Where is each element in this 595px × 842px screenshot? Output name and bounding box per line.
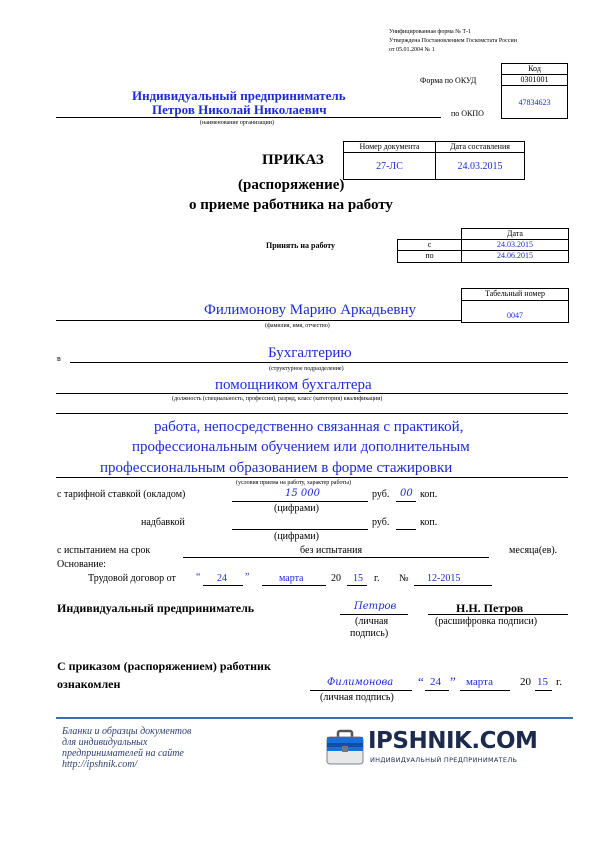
salary-kop-value: 00 bbox=[400, 488, 413, 499]
contract-year-prefix: 20 bbox=[331, 573, 341, 584]
okud-value: 0301001 bbox=[501, 74, 568, 86]
salary-rub-label: руб. bbox=[372, 489, 390, 500]
contract-day: 24 bbox=[217, 573, 227, 584]
title-line3: о приеме работника на работу bbox=[189, 197, 393, 213]
employee-underline bbox=[56, 320, 461, 321]
conditions-line2: профессиональным обучением или дополнительным bbox=[132, 439, 470, 455]
org-line2: Петров Николай Николаевич bbox=[152, 102, 327, 117]
hire-from-label: с bbox=[397, 239, 462, 251]
tab-number: 0047 bbox=[461, 300, 569, 323]
contract-year-suffix: г. bbox=[374, 573, 380, 584]
okud-label: Форма по ОКУД bbox=[420, 76, 477, 85]
form-header-line3: от 05.01.2004 № 1 bbox=[389, 47, 435, 53]
okpo-value: 47834623 bbox=[501, 85, 568, 119]
hire-from-date: 24.03.2015 bbox=[461, 239, 569, 251]
department-prefix: в bbox=[57, 354, 61, 363]
org-caption: (наименование организации) bbox=[200, 120, 274, 126]
acquaint-year-line bbox=[535, 690, 552, 691]
footer-line4[interactable]: http://ipshnik.com/ bbox=[62, 759, 138, 770]
bonus-figures-caption: (цифрами) bbox=[274, 531, 319, 542]
briefcase-logo-icon bbox=[325, 729, 365, 767]
signature-decoding-caption: (расшифровка подписи) bbox=[435, 616, 538, 627]
hire-to-date: 24.06.2015 bbox=[461, 250, 569, 263]
contract-month: марта bbox=[279, 573, 304, 584]
contract-day-line bbox=[203, 585, 243, 586]
footer-line2: для индивидуальных bbox=[62, 737, 148, 748]
contract-number-line bbox=[414, 585, 492, 586]
conditions-line3: профессиональным образованием в форме стажировки bbox=[100, 460, 453, 476]
contract-label: Трудовой договор от bbox=[88, 573, 176, 584]
department-underline bbox=[70, 362, 568, 363]
acquaint-year-suffix: г. bbox=[556, 676, 563, 688]
contract-number-label: № bbox=[399, 573, 409, 584]
acquaint-q-open: “ bbox=[418, 674, 424, 689]
contract-q-open: “ bbox=[196, 572, 201, 583]
acquaint-line2: ознакомлен bbox=[57, 677, 121, 691]
signature-decoding: Н.Н. Петров bbox=[456, 601, 524, 615]
contract-month-line bbox=[262, 585, 326, 586]
acquaint-sign-line bbox=[310, 690, 412, 691]
acquaint-sign: Филимонова bbox=[327, 677, 394, 688]
hire-to-label: по bbox=[397, 250, 462, 263]
position-caption: (должность (специальность, профессия), разряд, класс (категория) квалификации) bbox=[172, 396, 383, 402]
basis-label: Основание: bbox=[57, 559, 106, 570]
acquaint-year-prefix: 20 bbox=[520, 676, 531, 688]
contract-year-line bbox=[347, 585, 367, 586]
acquaint-month-line bbox=[460, 690, 510, 691]
footer-top-rule bbox=[56, 717, 573, 719]
org-line1: Индивидуальный предприниматель bbox=[132, 88, 346, 103]
contract-number: 12-2015 bbox=[427, 573, 461, 584]
salary-label: с тарифной ставкой (окладом) bbox=[57, 489, 186, 500]
salary-figures-caption: (цифрами) bbox=[274, 503, 319, 514]
acquaint-day-line bbox=[425, 690, 449, 691]
probation-line bbox=[183, 557, 489, 558]
position-value: помощником бухгалтера bbox=[215, 377, 372, 393]
codes-kod-header: Код bbox=[501, 63, 568, 75]
department-caption: (структурное подразделение) bbox=[269, 366, 344, 372]
acquaint-sign-caption: (личная подпись) bbox=[320, 692, 394, 703]
signature-role: Индивидуальный предприниматель bbox=[57, 601, 255, 615]
org-underline bbox=[56, 117, 441, 118]
signature-caption-1: (личная bbox=[355, 616, 389, 627]
bonus-rub-line bbox=[232, 529, 368, 530]
doc-date-header: Дата составления bbox=[435, 141, 525, 153]
footer-line1: Бланки и образцы документов bbox=[62, 726, 192, 737]
signature-decoding-line bbox=[428, 614, 568, 615]
bonus-kop-line bbox=[396, 529, 416, 530]
acquaint-month: марта bbox=[466, 676, 493, 688]
probation-label: с испытанием на срок bbox=[57, 545, 151, 556]
okpo-label: по ОКПО bbox=[451, 109, 484, 118]
form-header-line1: Унифицированная форма № Т-1 bbox=[389, 29, 472, 35]
position-underline-2 bbox=[56, 413, 568, 414]
acquaint-q-close: ” bbox=[450, 674, 456, 689]
conditions-caption: (условия приема на работу, характер работы) bbox=[236, 480, 352, 486]
acquaint-year: 15 bbox=[537, 676, 548, 688]
bonus-label: надбавкой bbox=[141, 517, 185, 528]
acquaint-day: 24 bbox=[430, 676, 441, 688]
doc-date: 24.03.2015 bbox=[435, 152, 525, 180]
logo-sub: ИНДИВИДУАЛЬНЫЙ ПРЕДПРИНИМАТЕЛЬ bbox=[370, 756, 518, 764]
employee-caption: (фамилия, имя, отчество) bbox=[265, 323, 330, 329]
employee-name: Филимонову Марию Аркадьевну bbox=[204, 302, 416, 318]
form-header-line2: Утверждена Постановлением Госкомстата России bbox=[389, 38, 517, 44]
position-underline bbox=[56, 393, 568, 394]
doc-number: 27-ЛС bbox=[343, 152, 436, 180]
title-line2: (распоряжение) bbox=[238, 177, 345, 193]
salary-rub-value: 15 000 bbox=[285, 488, 320, 499]
salary-rub-line bbox=[232, 501, 368, 502]
salary-kop-line bbox=[396, 501, 416, 502]
footer-line3: предпринимателей на сайте bbox=[62, 748, 184, 759]
salary-kop-label: коп. bbox=[420, 489, 438, 500]
probation-suffix: месяца(ев). bbox=[509, 545, 558, 556]
doc-number-header: Номер документа bbox=[343, 141, 436, 153]
probation-value: без испытания bbox=[300, 545, 363, 556]
contract-year: 15 bbox=[353, 573, 363, 584]
title-line1: ПРИКАЗ bbox=[262, 152, 324, 168]
bonus-rub-label: руб. bbox=[372, 517, 390, 528]
hire-label: Принять на работу bbox=[266, 241, 336, 250]
contract-q-close: ” bbox=[245, 572, 250, 583]
hire-date-header: Дата bbox=[461, 228, 569, 240]
bonus-kop-label: коп. bbox=[420, 517, 438, 528]
logo-text: IPSHNIK.COM bbox=[368, 728, 538, 754]
signature-sign: Петров bbox=[354, 601, 397, 612]
signature-caption-2: подпись) bbox=[350, 628, 389, 639]
tab-number-header: Табельный номер bbox=[461, 288, 569, 301]
department-value: Бухгалтерию bbox=[268, 345, 352, 361]
acquaint-line1: С приказом (распоряжением) работник bbox=[57, 659, 271, 673]
conditions-line1: работа, непосредственно связанная с практикой, bbox=[154, 419, 464, 435]
signature-sign-line bbox=[340, 614, 408, 615]
conditions-underline bbox=[56, 477, 568, 478]
